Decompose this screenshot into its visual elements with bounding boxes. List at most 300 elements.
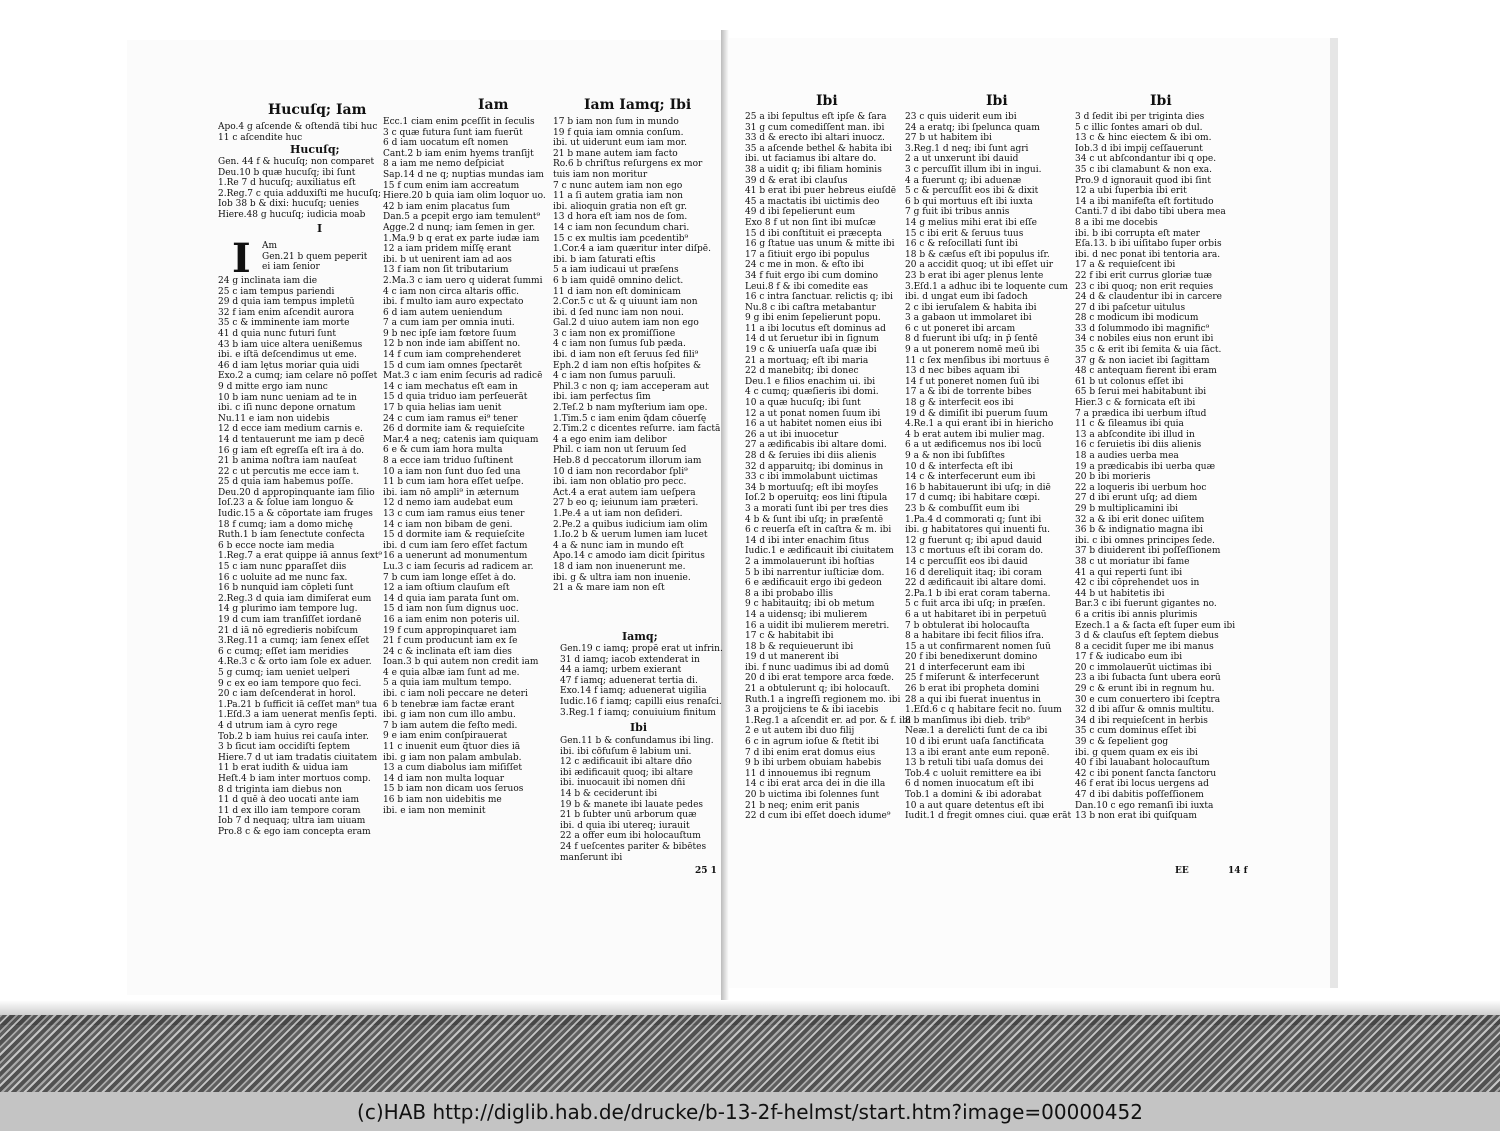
concordance-line: 11 b cum iam hora eſſet ueſpe. (383, 477, 524, 488)
running-header-4: Ibi (816, 93, 838, 109)
concordance-line: 35 c cum dominus eſſet ibi (1075, 726, 1197, 737)
concordance-line: 14 d ibi inter enachim ſitus (745, 535, 869, 546)
concordance-line: 1.Eſd.6 c q habitare fecit no. ſuum (905, 705, 1062, 716)
concordance-line: 19 b & manete ibi lauate pedes (560, 799, 704, 810)
column-5 (905, 112, 1071, 822)
concordance-line: Nu.11 e iam non uidebis (218, 413, 330, 424)
concordance-line: 16 a ut habitet nomen eius ibi (745, 419, 882, 430)
concordance-line: 21 a obtulerunt q; ibi holocauſt. (745, 684, 891, 695)
concordance-line: 7 a cum iam per omnia inuti. (383, 318, 515, 329)
concordance-line: tuis iam non moritur (553, 169, 648, 180)
concordance-line: 27 b ut habitem ibi (905, 133, 992, 144)
concordance-line: 25 c iam tempus pariendi (218, 286, 335, 297)
concordance-line: 16 d dereliquit itaq; ibi coram (905, 567, 1042, 578)
concordance-line: 13 d nec bibes aquam ibi (905, 366, 1020, 377)
subhead-ibi: Ibi (630, 721, 648, 734)
concordance-line: 32 a & ibi erit donec uiſitem (1075, 514, 1205, 525)
concordance-line: 6 d nomen inuocatum eſt ibi (905, 779, 1034, 790)
concordance-line: Tob.1 a domini & ibi adorabat (905, 790, 1042, 800)
concordance-line: 2.Tim.2 c dicentes reſurre. iam factā (553, 424, 721, 435)
concordance-line: 20 d ibi erat tempore arca fœde. (745, 673, 895, 684)
concordance-line: 3.Eſd.1 a adhuc ibi te loquente cum (905, 281, 1068, 292)
concordance-line: 46 f erat ibi locus uergens ad (1075, 779, 1209, 790)
concordance-line: ibi. iam perfectus ſim (553, 392, 651, 403)
concordance-line: ibi. ibi cōfuſum ē labium uni. (560, 746, 692, 757)
concordance-line: 4 c cumq; quæſieris ibi domi. (745, 387, 879, 398)
concordance-line: 16 g iam eſt egreſſa eſt ira à do. (218, 445, 364, 456)
concordance-line: 48 c antequam fierent ibi eram (1075, 366, 1217, 377)
concordance-line: 14 a uidensq; ibi mulierem (745, 609, 868, 620)
concordance-line: 2.Cor.5 c ut & q uiuunt iam non (553, 297, 698, 308)
concordance-line: 17 c & habitabit ibi (745, 631, 834, 642)
concordance-line: Gal.2 d uiuo autem iam non ego (553, 318, 699, 329)
concordance-line: 7 b iam autem die feſto medi. (383, 720, 518, 731)
concordance-line: ibi. d ſed nunc iam non noui. (553, 307, 684, 318)
concordance-line: Deu.1 e filios enachim ui. ibi (745, 376, 876, 387)
concordance-line: 5 a iam iudicaui ut præſens (553, 265, 679, 276)
concordance-line: 3 b ſicut iam occidiſti ſeptem (218, 742, 350, 753)
concordance-line: Lu.3 c iam ſecuris ad radicem ar. (383, 561, 534, 572)
concordance-line: 10 a quæ hucuſq; ibi ſunt (745, 398, 861, 409)
concordance-line: ibi. ut faciamus ibi altare do. (745, 154, 877, 165)
concordance-line: 22 c ut percutis me ecce iam t. (218, 466, 360, 477)
concordance-line: 42 b iam enim placatus ſum (383, 201, 510, 212)
concordance-line: 12 a ubi ſuperbia ibi erit (1075, 186, 1187, 197)
concordance-line: 9 c ex eo iam tempore quo feci. (218, 678, 362, 689)
scanner-surface (0, 1015, 1500, 1095)
concordance-line: 5 g cumq; iam ueniet uelperi (218, 667, 350, 678)
concordance-line: 6 a ut ædificemus nos ibi locū (905, 440, 1042, 451)
running-header-6: Ibi (1150, 93, 1172, 109)
concordance-line: 7 a prædica ibi uerbum iſtud (1075, 408, 1207, 419)
concordance-line: 32 f iam enim aſcendit aurora (218, 307, 355, 318)
concordance-line: 14 c percuſſit eos ibi dauid (905, 556, 1028, 567)
running-header-3: Iam Iamq; Ibi (584, 97, 692, 113)
concordance-line: 4 a fuerunt q; ibi aduenæ (905, 175, 1022, 186)
concordance-line: 41 a qui reperti ſunt ibi (1075, 567, 1183, 578)
concordance-line: 44 b ut habitetis ibi (1075, 588, 1165, 599)
concordance-line: 4 e quia albæ iam ſunt ad me. (383, 667, 520, 678)
concordance-line: ibi. f multo iam auro expectato (383, 297, 524, 308)
concordance-line: 39 d & erat ibi clauſus (745, 175, 848, 186)
concordance-line: 11 b erat iudith & uidua iam (218, 763, 349, 774)
concordance-line: 2 e ut autem ibi duo filij (745, 726, 855, 737)
concordance-line: 6 c cumq; eſſet iam meridies (218, 646, 349, 657)
concordance-line: 29 c & erunt ibi in regnum hu. (1075, 684, 1215, 695)
concordance-line: Ruth.1 b iam ſenectute confecta (218, 530, 365, 541)
concordance-line: 43 b iam uice altera uenißemus (218, 339, 363, 350)
concordance-line: 21 a mortuaq; eſt ibi maria (745, 355, 869, 366)
concordance-line: 12 b non inde iam abiſſent no. (383, 339, 521, 350)
concordance-line: 5 c fuit arca ibi uſq; in præſen. (905, 599, 1046, 610)
concordance-line: Iob 38 b & dixi: hucuſq; uenies (218, 199, 360, 210)
concordance-line: 6 a ut habitaret ibi in perpetuū (905, 609, 1047, 620)
concordance-line: 9 a & non ibi ſubſiſtes (905, 451, 1005, 461)
concordance-line: 17 b quia helias iam uenit (383, 403, 502, 414)
concordance-line: Ioſ.23 a & ſolue iam longuo & (218, 498, 354, 509)
concordance-line: 21 b anima noſtra iam nauſeat (218, 456, 357, 467)
concordance-line: 6 a critis ibi annis plurimis (1075, 609, 1198, 620)
concordance-line: 65 b ſerui mei habitabunt ibi (1075, 387, 1207, 398)
concordance-line: 29 b multiplicamini ibi (1075, 503, 1179, 514)
concordance-line: 14 b & ceciderunt ibi (560, 788, 658, 799)
concordance-line: 15 d dormite iam & requieſcite (383, 530, 525, 541)
concordance-line: 1.Reg.7 a erat quippe iā annus ſext⁹ (218, 551, 383, 562)
concordance-line: 34 c ut abſcondantur ibi q ope. (1075, 154, 1217, 165)
concordance-line: Act.4 a erat autem iam ueſpera (553, 487, 696, 498)
concordance-line: 14 f ut poneret nomen ſuū ibi (905, 376, 1040, 387)
concordance-line: 22 d cum ibi eſſet doech idume⁹ (745, 811, 891, 822)
concordance-line: 11 d innouemus ibi regnum (745, 768, 871, 779)
concordance-line: Dan.10 c ego remanſi ibi iuxta (1075, 800, 1214, 811)
concordance-line: 11 d ex illo iam tempore coram (218, 805, 361, 816)
concordance-line: Cant.2 b iam enim hyems tranſijt (383, 148, 534, 159)
concordance-line: Gen.11 b & confundamus ibi ling. (560, 736, 714, 746)
concordance-line: 3 a morati ſunt ibi per tres dies (745, 503, 889, 514)
concordance-line: 21 a & mare iam non eſt (553, 583, 665, 594)
concordance-line: 32 d apparuitq; ibi dominus in (745, 461, 884, 472)
concordance-line: 25 a ibi ſepultus eſt ipſe & ſara (745, 112, 887, 122)
concordance-line: 9 c habitauitq; ibi ob metum (745, 599, 875, 610)
concordance-line: ibi. c ibi omnes principes ſede. (1075, 535, 1215, 546)
concordance-line: 15 f cum enim iam accreatum (383, 180, 520, 191)
concordance-line: 35 c & imminente iam morte (218, 318, 350, 329)
concordance-line: 19 f cum appropinquaret iam (383, 625, 517, 636)
concordance-line: Deu.10 b quæ hucuſq; ibi ſunt (218, 167, 356, 178)
concordance-line: 20 b ibi morieris (1075, 472, 1151, 483)
concordance-line: Sap.14 d ne q; nuptias mundas iam (383, 169, 544, 180)
concordance-line: 13 d hora eſt iam nos de ſom. (553, 212, 688, 223)
concordance-line: 27 b eo q; ieiunum iam præteri. (553, 498, 699, 509)
concordance-line: 18 g & interfecit eos ibi (905, 398, 1014, 409)
concordance-line: 14 f cum iam comprehenderet (383, 350, 522, 361)
concordance-line: ibi. g iam non cum illo ambu. (383, 710, 516, 721)
concordance-line: 1.Tim.5 c iam enim q̃dam cōuerſę (553, 413, 707, 424)
copyright-text: (c)HAB http://diglib.hab.de/drucke/b-13-2f-helmst/start.htm?image=00000452 (357, 1099, 1143, 1124)
concordance-line: 32 d ibi aſſur & omnis multitu. (1075, 705, 1215, 716)
concordance-line: 18 a audies uerba mea (1075, 451, 1179, 461)
concordance-line: ei iam ſenior (262, 262, 320, 273)
concordance-line: 12 a iam pridem miſſę erant (383, 244, 512, 255)
concordance-line: 16 b iam non uidebitis me (383, 795, 502, 805)
left-page-number: 25 1 (695, 866, 717, 876)
concordance-line: 61 b ut colonus eſſet ibi (1075, 376, 1184, 387)
concordance-line: 20 c iam deſcenderat in horol. (218, 689, 356, 700)
concordance-line: Pro.8 c & ego iam concepta eram (218, 826, 371, 837)
concordance-line: 6 e & cum iam hora multa (383, 445, 503, 456)
concordance-line: 15 c ibi erit & ſeruus tuus (905, 228, 1024, 239)
concordance-line: 2.Teſ.2 b nam myſterium iam ope. (553, 403, 708, 414)
subhead-iamq: Iamq; (622, 630, 658, 643)
concordance-line: 16 c & reſocillati ſunt ibi (905, 239, 1018, 250)
concordance-line: ibi. e iam non meminit (383, 805, 486, 816)
concordance-line: 14 g melius mihi erat ibi eſſe (905, 217, 1037, 228)
concordance-line: 19 d & dimiſit ibi puerum ſuum (905, 408, 1048, 419)
column-3-iamq (560, 644, 723, 718)
concordance-line: 21 f cum producunt iam ex ſe (383, 636, 518, 647)
concordance-line: 1.Eſd.3 a iam uenerat menſis ſepti. (218, 710, 378, 721)
concordance-line: Iob 7 d nequaq; ultra iam uiuam (218, 816, 366, 827)
signature-mark: EE (1175, 866, 1189, 876)
concordance-line: 40 f ibi lauabant holocauſtum (1075, 758, 1210, 769)
column-1-iam-opening (262, 241, 367, 273)
concordance-line: ibi. g iam non palam ambulab. (383, 752, 522, 763)
concordance-line: 17 a & requieſcent ibi (1075, 260, 1176, 271)
concordance-line: 4.Re.1 a qui erant ibi in hiericho (905, 419, 1054, 430)
concordance-line: 17 a & ibi de torrente bibes (905, 387, 1032, 398)
concordance-line: 14 d iam non multa loquar (383, 773, 505, 784)
concordance-line: Nu.8 c ibi caſtra metabantur (745, 302, 876, 313)
concordance-line: 41 b erat ibi puer hebreus eiuſdē (745, 186, 897, 197)
concordance-line: Hiere.48 g hucuſq; iudicia moab (218, 209, 366, 220)
concordance-line: 15 d cum iam omnes ſpectarēt (383, 360, 523, 371)
concordance-line: 6 c reuerſa eſt in caſtra & m. ibi (745, 525, 892, 536)
concordance-line: 9 b nec ipſe iam fœtore ſuum (383, 328, 517, 339)
concordance-line: 27 d ibi erunt uſq; ad diem (1075, 493, 1198, 504)
concordance-line: 13 a ibi erant ante eum reponē. (905, 747, 1050, 758)
concordance-line: 22 d ædificauit ibi altare domi. (905, 578, 1047, 589)
concordance-line: 3 d & clauſus eſt ſeptem diebus (1075, 631, 1219, 642)
concordance-line: 3 c quæ futura ſunt iam fuerūt (383, 127, 523, 138)
concordance-line: 23 b erat ibi ager plenus lente (905, 270, 1044, 281)
concordance-line: 26 a ut ibi inuocetur (745, 429, 839, 440)
concordance-line: 13 b non erat ibi quiſquam (1075, 811, 1197, 822)
concordance-line: 14 a ibi manifeſta eſt fortitudo (1075, 196, 1214, 207)
concordance-line: 18 d iam non inuenerunt me. (553, 561, 686, 572)
concordance-line: 9 d mitte ergo iam nunc (218, 381, 328, 392)
concordance-line: 10 b iam nunc ueniam ad te in (218, 392, 357, 403)
concordance-line: 35 c & erit ibi ſemita & uia ſāct. (1075, 345, 1222, 356)
concordance-line: 25 f miſerunt & interfecerunt (905, 673, 1040, 684)
concordance-line: ibi. g & ultra iam non inuenie. (553, 572, 691, 583)
concordance-line: 19 d cum iam tranſiſſet iordanē (218, 615, 362, 625)
concordance-line: 6 d iam uocatum eſt nomen (383, 138, 509, 149)
concordance-line: 11 c inuenit eum q̃tuor dies iā (383, 742, 521, 753)
concordance-line: 2.Reg.7 c quia adduxiſti me hucuſq; (218, 188, 382, 199)
running-header-1: Hucuſq; Iam (268, 102, 367, 118)
concordance-line: ibi. d iam non eſt ſeruus ſed fili⁹ (553, 350, 699, 361)
concordance-line: 6 b qui mortuus eſt ibi iuxta (905, 196, 1033, 207)
concordance-line: 24 c me in mon. & eſto ibi (745, 260, 864, 271)
concordance-line: 24 a eratq; ibi ſpelunca quam (905, 122, 1040, 133)
concordance-line: Exo.14 f iamq; aduenerat uigilia (560, 686, 707, 697)
concordance-line: 6 e ædificauit ergo ibi gedeon (745, 578, 882, 589)
concordance-line: 15 d ibi conſtituit ei præcepta (745, 228, 882, 239)
concordance-line: 24 c & inclinata eſt iam dies (383, 646, 512, 657)
concordance-line: 33 d ſolummodo ibi magnific⁹ (1075, 323, 1210, 334)
concordance-line: 1.Pa.21 b ſufficit iā ceſſet man⁹ tua (218, 699, 378, 710)
concordance-line: 3 c percuſſit illum ibi in ingui. (905, 164, 1042, 175)
concordance-line: 38 a uidit q; ibi filiam hominis (745, 164, 882, 175)
concordance-line: Exo.2 a cumq; iam celare nō poſſet (218, 371, 378, 382)
concordance-line: ibi. d ungat eum ibi ſadoch (905, 292, 1028, 303)
concordance-line: Hier.3 c & fornicata eſt ibi (1075, 398, 1196, 409)
concordance-line: 23 c quis uiderit eum ibi (905, 112, 1017, 122)
concordance-line: 29 d quia iam tempus impletū (218, 297, 355, 308)
concordance-line: 14 c iam mechatus eſt eam in (383, 381, 518, 392)
concordance-line: 5 c illic ſontes amari ob dul. (1075, 122, 1203, 133)
concordance-line: 27 a ædificabis ibi altare domi. (745, 440, 887, 451)
concordance-line: ibi ædificauit quoq; ibi altare (560, 767, 693, 778)
concordance-line: 12 g fuerunt q; ibi apud dauid (905, 535, 1042, 546)
concordance-line: Ioan.3 b qui autem non credit iam (383, 657, 539, 668)
concordance-line: Heb.8 d peccatorum illorum iam (553, 456, 702, 466)
concordance-line: 8 d triginta iam diebus non (218, 784, 342, 795)
concordance-line: 10 d & interfecta eſt ibi (905, 461, 1013, 472)
concordance-line: 22 a loqueris ibi uerbum hoc (1075, 482, 1207, 493)
concordance-line: 37 g & non iaciet ibi ſagittam (1075, 355, 1210, 366)
concordance-line: 8 a ibi probabo illis (745, 588, 833, 599)
concordance-line: 14 d ut ſeruetur ibi in ſignum (745, 334, 879, 345)
concordance-line: 3 a gabaon ut immolaret ibi (905, 313, 1032, 324)
concordance-line: 35 a aſcende bethel & habita ibi (745, 143, 892, 154)
concordance-line: 1.Ma.9 b q erat ex parte iudæ iam (383, 233, 540, 244)
concordance-line: 46 d iam lętus moriar quia uidi (218, 360, 360, 371)
concordance-line: Ioſ.2 b operuitq; eos lini ſtipula (745, 493, 888, 504)
concordance-line: 2 a immolauerunt ibi hoſtias (745, 556, 875, 567)
concordance-line: 10 a iam non ſunt duo ſed una (383, 466, 521, 477)
concordance-line: 23 b & combuſſit eum ibi (905, 503, 1020, 514)
concordance-line: 19 f quia iam omnia conſum. (553, 127, 684, 138)
concordance-line: 16 c uoluite ad me nunc fax. (218, 572, 348, 583)
concordance-line: ibi. d quia ibi utereq; iurauit (560, 820, 690, 831)
concordance-line: 33 c ibi immolabunt uictimas (745, 472, 878, 483)
concordance-line: ibi. iam nō ampli⁹ in æternum (383, 487, 520, 498)
concordance-line: 16 c intra ſanctuar. relictis q; ibi (745, 292, 893, 303)
concordance-line: 9 g ibi enim ſepelierunt popu. (745, 313, 881, 324)
concordance-line: 20 a accidit quoq; ut ibi eſſet uir (905, 260, 1054, 271)
concordance-line: 14 c ibi erat arca dei in die illa (745, 779, 886, 790)
concordance-line: 33 d & erecto ibi altari inuocz. (745, 133, 885, 144)
concordance-line: 1.Io.2 b & uerum lumen iam lucet (553, 530, 708, 541)
concordance-line: 6 c in agrum ioſue & ſtetit ibi (745, 737, 879, 748)
concordance-line: 2.Pa.1 b ibi erat coram taberna. (905, 588, 1051, 599)
column-4 (745, 112, 911, 822)
concordance-line: 2 c ibi ieruſalem & habita ibi (905, 302, 1037, 313)
concordance-line: 5 c & percuſſit eos ibi & dixit (905, 186, 1039, 197)
concordance-line: 15 c ex multis iam ꝑcedentib⁹ (553, 233, 689, 244)
concordance-line: 7 d ibi enim erat domus eius (745, 747, 876, 758)
concordance-line: 20 b uictima ibi ſolennes ſunt (745, 790, 880, 800)
concordance-line: 16 b habitauerunt ibi uſq; in diē (905, 482, 1051, 493)
concordance-line: 31 g cum comediſſent man. ibi (745, 122, 885, 133)
column-2 (383, 117, 546, 816)
concordance-line: 22 d manebitq; ibi donec (745, 366, 859, 377)
concordance-line: Ecc.1 ciam enim ꝑceſſit in ſeculis (383, 117, 535, 127)
concordance-line: 23 c ibi quoq; non erit requies (1075, 281, 1214, 292)
concordance-line: 19 c & uniuerſa uaſa quæ ibi (745, 345, 877, 356)
concordance-line: 2.Reg.3 d quia iam dimiſerat eum (218, 593, 372, 604)
concordance-line: 47 f iamq; aduenerat tertia di. (560, 675, 698, 686)
concordance-line: 11 c & ſileamus ibi quia (1075, 419, 1184, 430)
concordance-line: Eſa.13. b ibi uiſitabo ſuper orbis (1075, 239, 1222, 250)
concordance-line: Gen.19 c iamq; propē erat ut infrin. (560, 644, 723, 654)
concordance-line: 4 c iam non ſumus ſub pæda. (553, 339, 686, 350)
concordance-line: 6 b iam quidē omnino delict. (553, 275, 684, 286)
concordance-line: 12 a iam oſtium clauſum eſt (383, 583, 510, 594)
concordance-line: 49 d ibi ſepelierunt eum (745, 207, 856, 218)
concordance-line: 34 b mortuuſq; eſt ibi moyſes (745, 482, 879, 493)
concordance-line: 5 b ibi narrentur iuſticiæ dom. (745, 567, 885, 578)
concordance-line: 15 c iam nunc ꝑparaſſet diis (218, 562, 347, 573)
concordance-line: 6 b ecce nocte iam media (218, 540, 335, 551)
concordance-line: Eph.2 d iam non eſtis hoſpites & (553, 360, 701, 371)
concordance-line: Pro.9 d ignorauit quod ibi ſint (1075, 175, 1211, 186)
concordance-line: 2.Ma.3 c iam uero q uiderat ſummi (383, 275, 543, 286)
concordance-line: Iudit.1 d fregit omnes ciui. quæ erāt (905, 811, 1072, 822)
concordance-line: 9 a ut ponerem nomē meū ibi (905, 345, 1040, 356)
concordance-line: 13 a cum diabolus iam miſiſſet (383, 763, 522, 774)
concordance-line: 30 e cum conuertero ibi ſceptra (1075, 694, 1221, 705)
column-1-top (218, 122, 377, 143)
subhead-hucusq: Hucuſq; (290, 143, 340, 156)
concordance-line: 11 a ſi autem gratia iam non (553, 191, 683, 202)
concordance-line: Mat.3 c iam enim ſecuris ad radicē (383, 371, 543, 382)
concordance-line: 13 b retuli tibi uaſa domus dei (905, 758, 1044, 769)
concordance-line: ibi. alioquin gratia non eſt gr. (553, 201, 687, 212)
concordance-line: 13 a abſcondite ibi illud in (1075, 429, 1195, 440)
concordance-line: Deu.20 d appropinquante iam ſilio (218, 487, 375, 498)
concordance-line: Ro.6 b chriſtus reſurgens ex mor (553, 159, 703, 170)
concordance-line: Hiere.7 d ut iam tradatis ciuitatem (218, 752, 378, 763)
concordance-line: 17 d cumq; ibi habitare cœpi. (905, 493, 1041, 504)
concordance-line: 17 a ſitiuit ergo ibi populus (745, 249, 870, 260)
concordance-line: 20 c immolauerūt uictimas ibi (1075, 662, 1212, 673)
concordance-line: 8 b manſimus ibi dieb. trib⁹ (905, 715, 1030, 726)
concordance-line: 1.Re 7 d hucuſq; auxiliatus eſt (218, 178, 356, 189)
concordance-line: ibi. inuocauit ibi nomen dñi (560, 778, 686, 789)
column-1-body (218, 276, 382, 837)
concordance-line: 6 b tenebræ iam factæ erant (383, 699, 515, 710)
concordance-line: 19 a prædicabis ibi uerba quæ (1075, 461, 1216, 472)
concordance-line: 11 c aſcendite huc (218, 132, 303, 143)
page-edge (1330, 38, 1338, 988)
concordance-line: 1.Pa.4 d commorati q; ſunt ibi (905, 514, 1042, 525)
concordance-line: 3.Reg.11 a cumq; iam ſenex eſſet (218, 636, 370, 647)
concordance-line: 15 d quia triduo iam perſeuerāt (383, 392, 528, 403)
concordance-line: Ruth.1 a ingreſſi regionem mo. ibi (745, 694, 901, 705)
concordance-line: ibi. iam non oblatio pro pecc. (553, 477, 687, 488)
concordance-line: 7 g fuit ibi tribus annis (905, 207, 1010, 218)
concordance-line: Mar.4 a neq; catenis iam quiquam (383, 434, 539, 445)
concordance-line: 4 a ego enim iam delibor (553, 434, 667, 445)
concordance-line: Agge.2 d nunq; iam ſemen in ger. (383, 222, 536, 233)
concordance-line: Exo 8 f ut non ſint ibi muſcæ (745, 217, 876, 228)
concordance-line: Iudic.16 f iamq; capilli eius renaſci. (560, 696, 722, 707)
concordance-line: 4 b & ſunt ibi uſq; in præſentē (745, 514, 884, 525)
book-spine (721, 30, 729, 1000)
concordance-line: Tob.4 c uoluit remittere ea ibi (905, 768, 1042, 779)
concordance-line: ibi. c iſi nunc depone ornatum (218, 403, 356, 414)
concordance-line: ibi. b iam ſaturati eſtis (553, 254, 656, 265)
concordance-line: 12 d ecce iam medium carnis e. (218, 424, 363, 435)
concordance-line: 26 b erat ibi propheta domini (905, 684, 1040, 695)
concordance-line: Apo.14 c amodo iam dicit ſpiritus (553, 551, 705, 562)
column-3-ibi (560, 736, 714, 863)
concordance-line: 14 d quia iam parata ſunt om. (383, 593, 520, 604)
concordance-line: 17 b iam non ſum in mundo (553, 117, 679, 127)
concordance-line: ibi. b ibi corrupta eſt mater (1075, 228, 1200, 239)
concordance-line: 21 d interfecerunt eam ibi (905, 662, 1025, 673)
concordance-line: 4 d utrum iam à cyro rege (218, 720, 338, 731)
concordance-line: 9 e iam enim conſpirauerat (383, 731, 508, 742)
concordance-line: 11 a ibi locutus eſt dominus ad (745, 323, 886, 334)
concordance-line: 6 c ut poneret ibi arcam (905, 323, 1016, 334)
leaf-number: 14 f (1228, 866, 1248, 876)
concordance-line: ibi. f nunc uadimus ibi ad domū (745, 662, 890, 673)
concordance-line: 37 b diuiderent ibi poſſeſſionem (1075, 546, 1221, 557)
concordance-line: 24 c cum iam ramus ei⁹ tener (383, 413, 518, 424)
